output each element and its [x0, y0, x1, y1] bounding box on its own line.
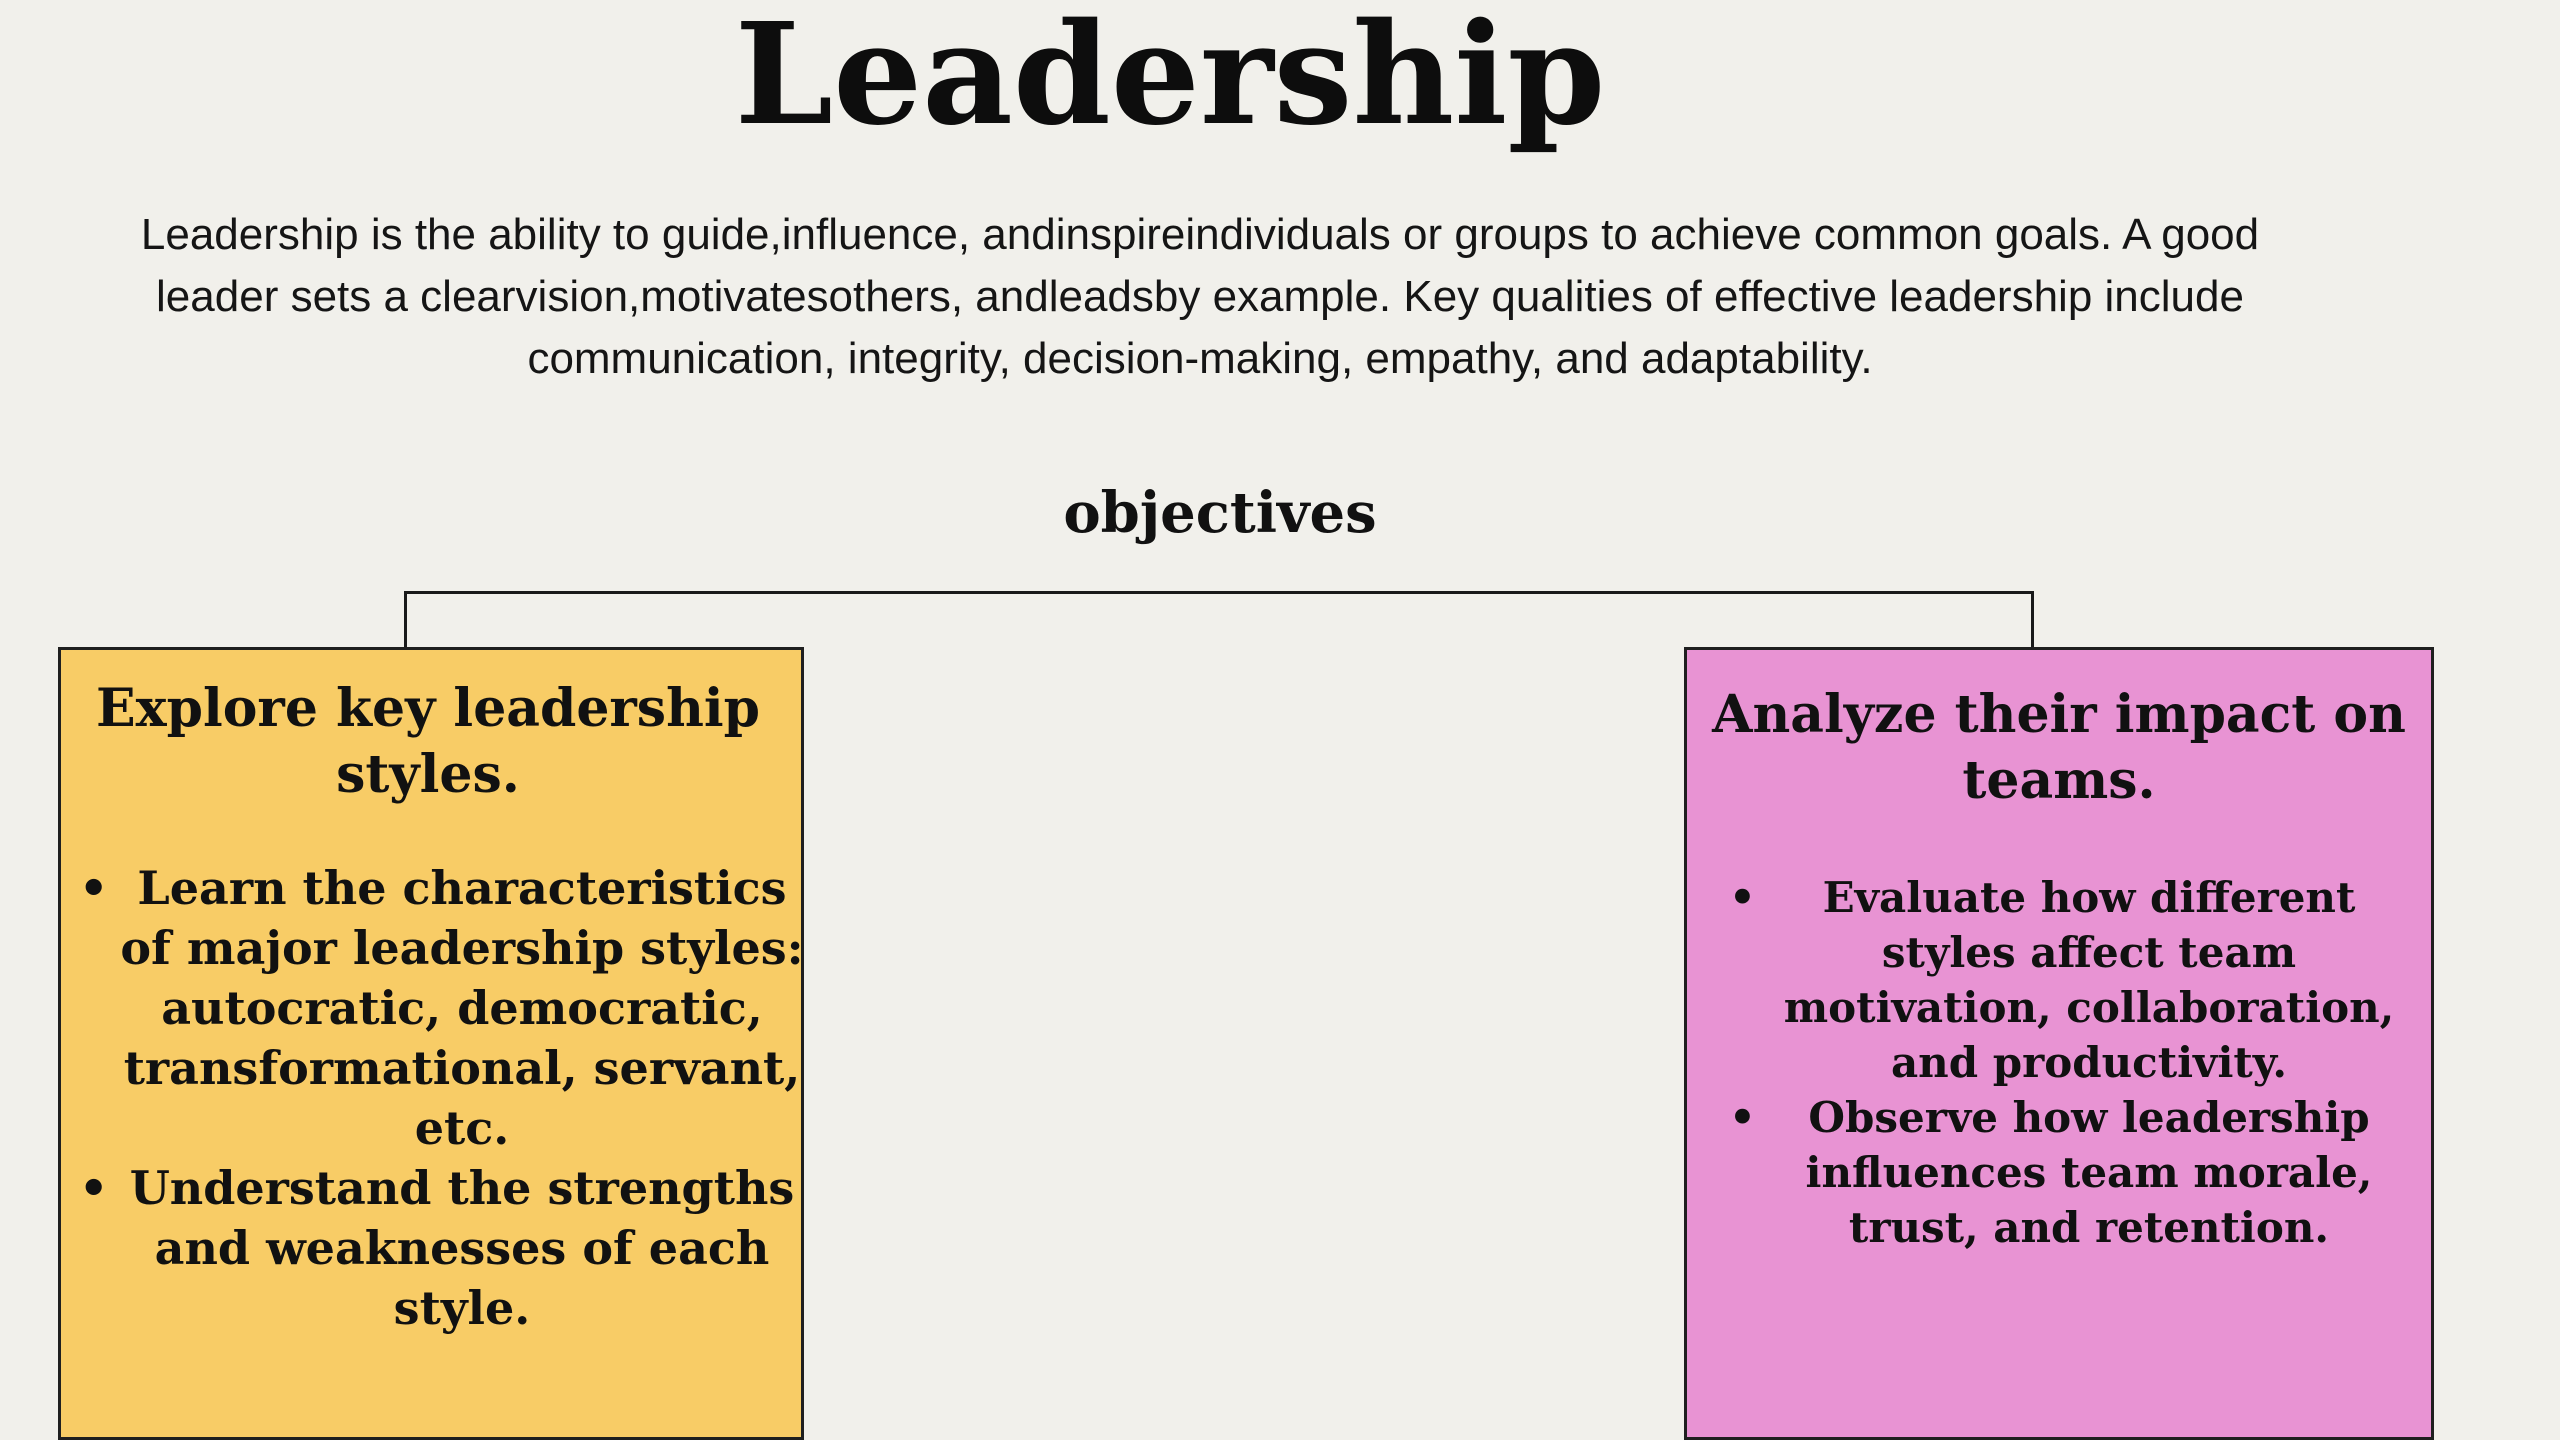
objective-bullet — [61, 858, 813, 1158]
bullet-icon: • — [1729, 1093, 1756, 1142]
bullet-icon: • — [79, 861, 109, 915]
objective-bullet-text: Evaluate how different styles affect team motivation, collaboration, and productivity. — [1783, 873, 2395, 1087]
objective-card-leadership-styles — [58, 647, 804, 1440]
objective-bullet — [1687, 870, 2431, 1090]
objective-bullet — [1687, 1090, 2431, 1255]
objective-bullet-list — [61, 858, 804, 1338]
objective-card-heading: Analyze their impact on teams. — [1712, 684, 2406, 811]
objectives-heading: objectives — [1063, 480, 1377, 546]
objective-bullet-list — [1687, 870, 2431, 1255]
objectives-connector-line — [404, 591, 2034, 647]
objective-card-team-impact — [1684, 647, 2434, 1440]
objective-card-heading: Explore key leadership styles. — [95, 678, 760, 805]
objective-bullet-text: Learn the characteristics of major leadership styles: autocratic, democratic, transformational, servant, etc. — [120, 861, 804, 1155]
objective-bullet-text: Observe how leadership influences team morale, trust, and retention. — [1805, 1093, 2373, 1252]
bullet-icon: • — [1729, 873, 1756, 922]
bullet-icon: • — [79, 1161, 109, 1215]
objective-bullet-text: Understand the strengths and weaknesses of each style. — [129, 1161, 795, 1335]
page-title: Leadership — [734, 0, 1606, 157]
objective-bullet — [61, 1158, 813, 1338]
intro-paragraph: Leadership is the ability to guide,influence, andinspireindividuals or groups to achieve common goals. A good leader sets a clearvision,motivatesothers, andleadsby example. Key qualities of effective leadership include communication, integrity, decision-making, empathy, and adaptability. — [140, 210, 2260, 383]
